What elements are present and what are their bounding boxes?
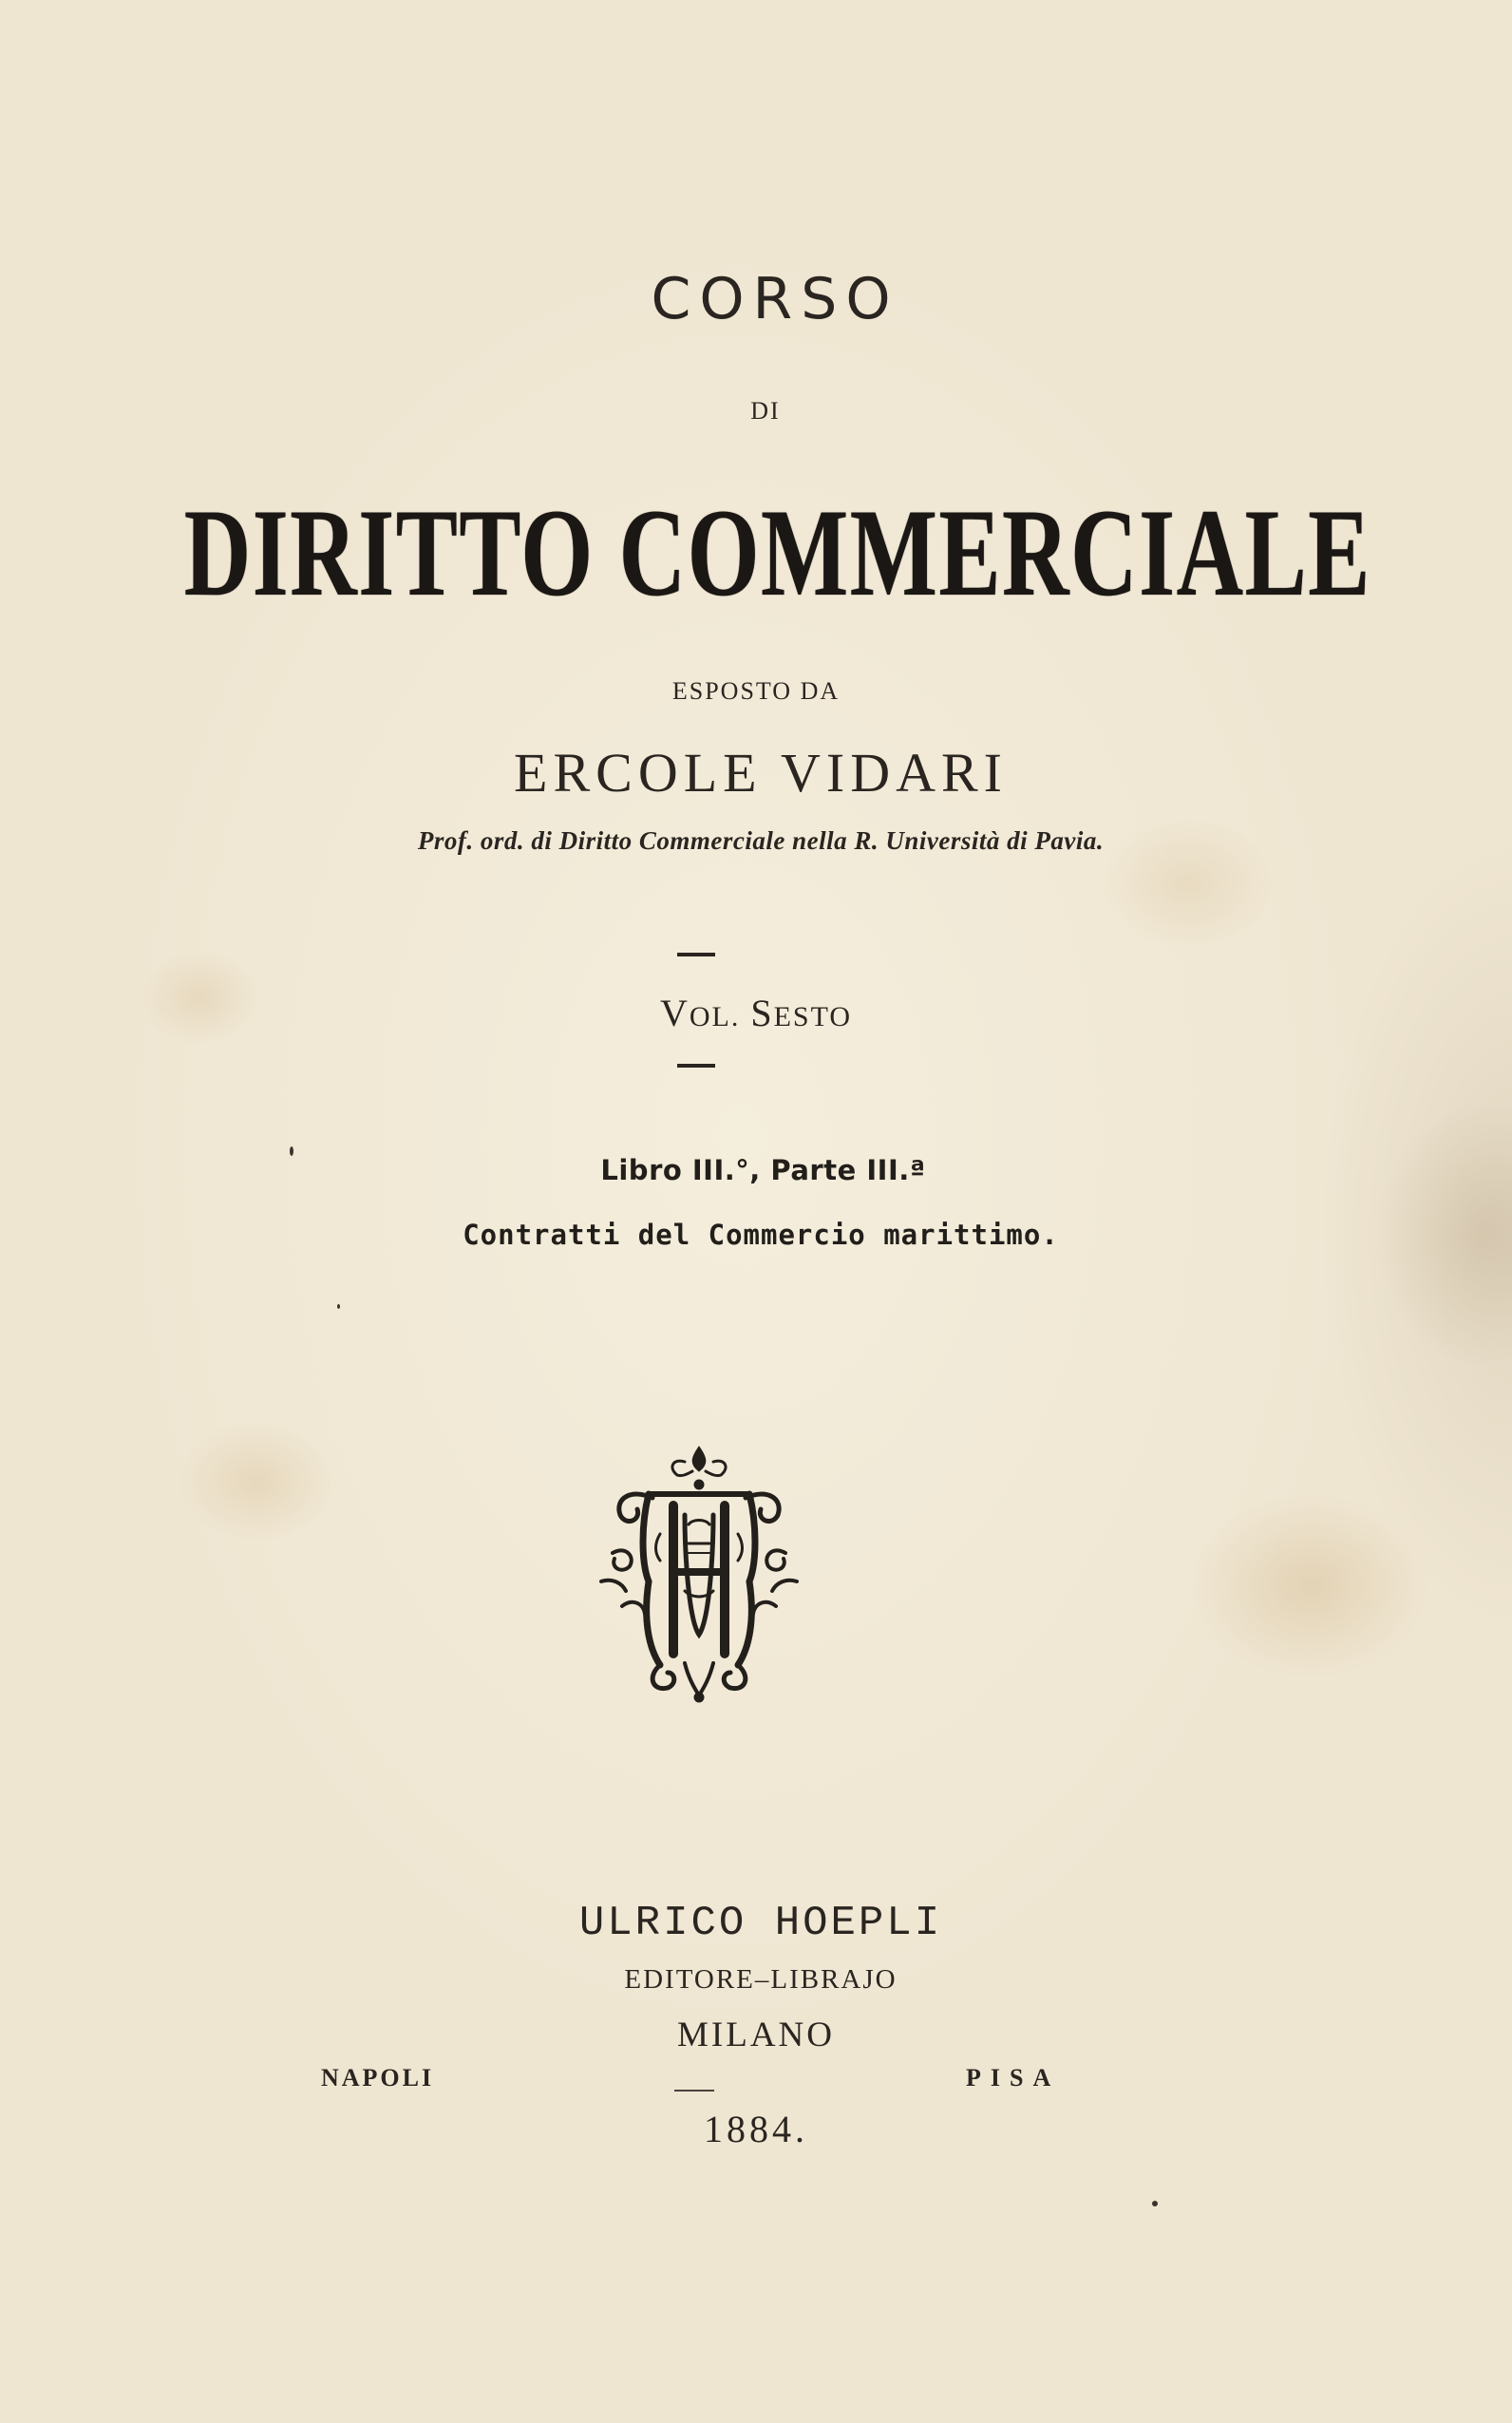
book-part: Libro III.°, Parte III.ª	[600, 1154, 926, 1186]
volume-prefix-rest: OL.	[689, 1001, 741, 1032]
publication-year: 1884.	[704, 2108, 808, 2150]
book-title: DIRITTO COMMERCIALE	[183, 483, 1371, 622]
left-city: NAPOLI	[321, 2064, 435, 2092]
right-city: PISA	[966, 2064, 1061, 2092]
year-rule	[674, 2090, 714, 2092]
volume-word-rest: ESTO	[773, 1001, 853, 1032]
volume-label	[0, 991, 1512, 1035]
subject-line: Contratti del Commercio marittimo.	[463, 1219, 1059, 1251]
author-name: ERCOLE VIDARI	[514, 742, 1008, 804]
publisher-role: EDITORE–LIBRAJO	[624, 1964, 898, 1995]
divider-top	[677, 953, 715, 956]
ink-speck	[1152, 2201, 1158, 2206]
author-affiliation: Prof. ord. di Diritto Commerciale nella R. Università di Pavia.	[417, 826, 1105, 855]
ink-speck	[337, 1304, 340, 1309]
publisher-name: ULRICO HOEPLI	[578, 1900, 943, 1947]
publisher-city: MILANO	[677, 2016, 835, 2054]
volume-word-initial: S	[750, 992, 774, 1034]
divider-bottom	[677, 1064, 715, 1068]
series-heading: CORSO	[651, 266, 899, 332]
publisher-monogram-icon	[594, 1439, 804, 1705]
volume-prefix-initial: V	[659, 992, 690, 1034]
ink-speck	[290, 1146, 293, 1156]
connector-word: DI	[750, 397, 781, 425]
byline: ESPOSTO DA	[671, 677, 841, 705]
